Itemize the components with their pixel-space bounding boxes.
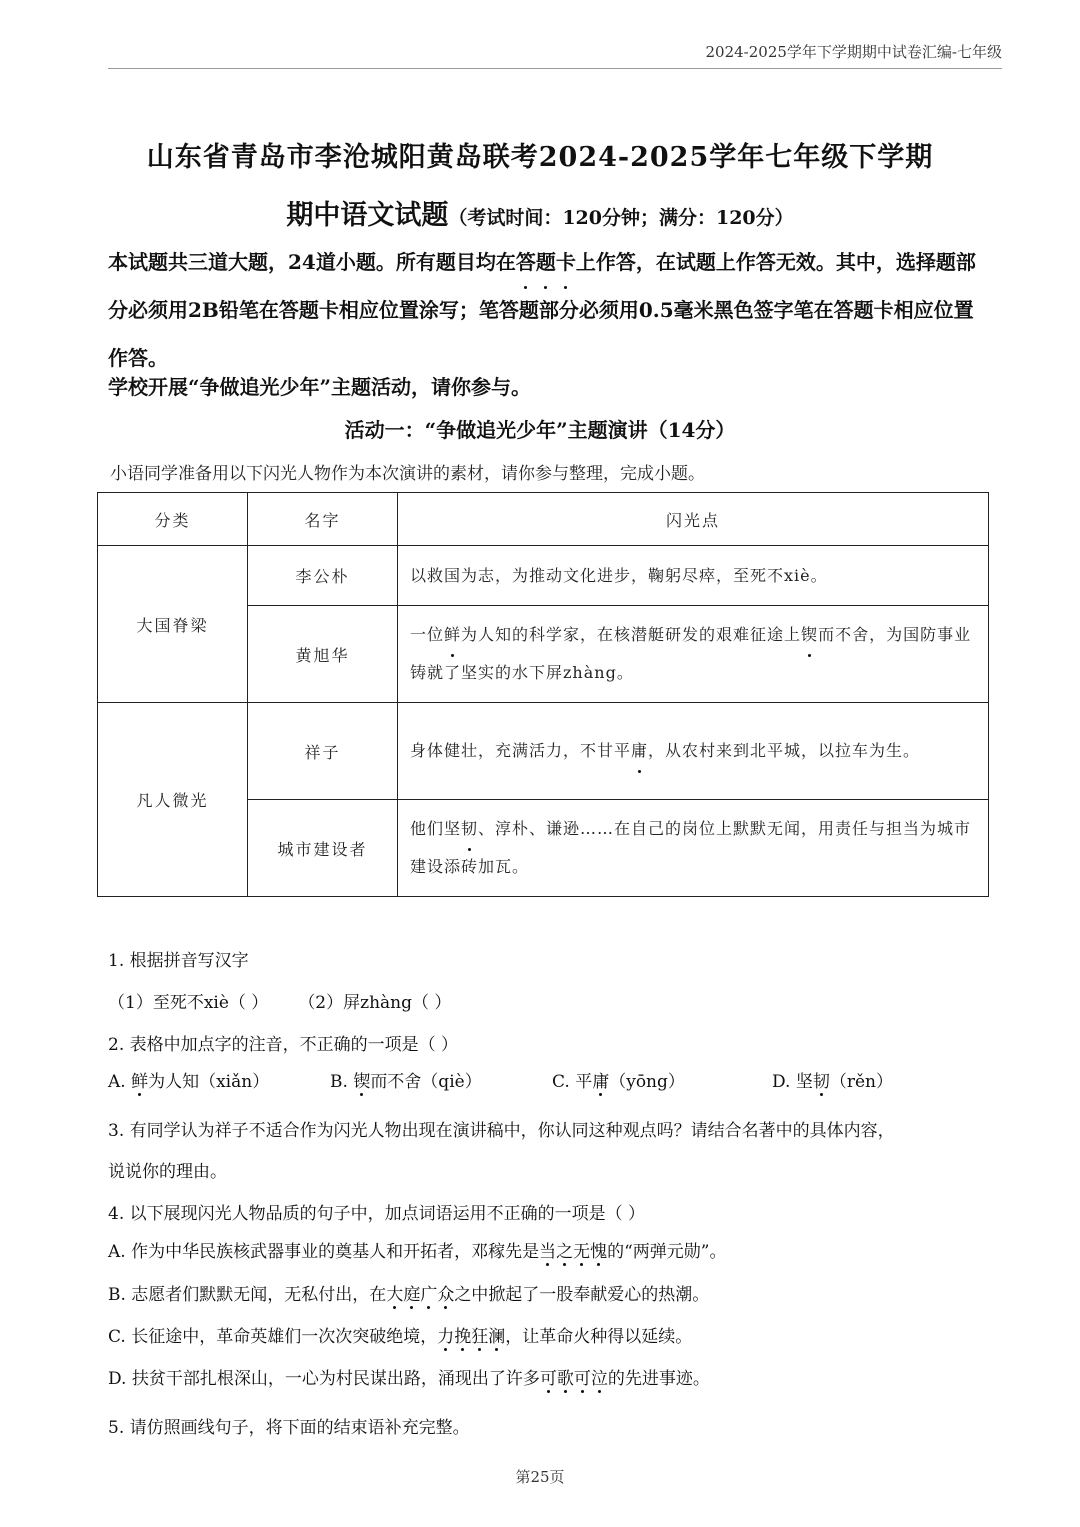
emphasis-char: 大	[386, 1285, 404, 1305]
question-4-option-c	[108, 1326, 993, 1348]
question-4-option-a	[108, 1241, 993, 1263]
table-header-category: 分类	[98, 493, 248, 546]
option-pre: A. 作为中华民族核武器事业的奠基人和开拓者，邓稼先是	[108, 1242, 540, 1262]
question-1-stem: 1. 根据拼音写汉字	[108, 951, 249, 971]
emphasis-char: 当	[539, 1242, 557, 1262]
option-d-post: （rěn）	[829, 1072, 893, 1092]
instructions-text-a: 本试题共三道大题，24道小题。所有题目均在	[108, 250, 516, 274]
option-post: ，让革命火种得以延续。	[505, 1327, 693, 1347]
option-pre: C. 长征途中，革命英雄们一次次突破绝境，	[108, 1327, 438, 1347]
cell-text-part: 为人知的科学家，在核潜艇研发的艰难征途上	[461, 625, 802, 644]
question-4-option-b	[108, 1284, 993, 1306]
table-header-row	[98, 493, 989, 546]
question-2-stem: 2. 表格中加点字的注音，不正确的一项是（ ）	[108, 1035, 459, 1055]
question-3-line-2: 说说你的理由。	[108, 1162, 227, 1182]
emphasis-char: 挽	[454, 1327, 472, 1347]
option-b-pre: B.	[330, 1072, 354, 1092]
activity-title: 活动一：“争做追光少年”主题演讲（14分）	[344, 418, 736, 442]
page-header: 2024-2025学年下学期期中试卷汇编-七年级	[108, 38, 1002, 69]
emphasis-char: 卡	[556, 238, 576, 286]
cell-text-part: ，从农村来到北平城，以拉车为生。	[648, 741, 921, 760]
people-table	[97, 492, 989, 897]
emphasis-char: 锲	[353, 1072, 371, 1092]
option-c-pre: C. 平	[552, 1072, 593, 1092]
emphasis-char: 力	[437, 1327, 455, 1347]
activity-note: 小语同学准备用以下闪光人物作为本次演讲的素材，请你参与整理，完成小题。	[110, 464, 705, 484]
page-number: 第25页	[515, 1468, 565, 1486]
table-header-name: 名字	[248, 493, 398, 546]
emphasis-char: 之	[556, 1242, 574, 1262]
emphasis-char: 题	[536, 238, 556, 286]
question-4-option-d	[108, 1368, 993, 1390]
activity-intro: 学校开展“争做追光少年”主题活动，请你参与。	[108, 375, 532, 399]
table-cell-text	[398, 703, 989, 800]
option-b	[330, 1071, 552, 1093]
option-pre: B. 志愿者们默默无闻，无私付出，在	[108, 1285, 387, 1305]
table-group: 凡人微光	[98, 703, 248, 897]
cell-text-part: 而不舍，为国防事业铸就了坚实的水下屏zhàng。	[410, 625, 972, 682]
emphasis-char: 愧	[590, 1242, 608, 1262]
option-b-post: 而不舍（qiè）	[370, 1072, 482, 1092]
question-4-stem: 4. 以下展现闪光人物品质的句子中，加点词语运用不正确的一项是（ ）	[108, 1204, 646, 1224]
cell-text-part: 他们坚	[410, 819, 462, 838]
emphasis-char: 澜	[488, 1327, 506, 1347]
table-row	[98, 546, 989, 606]
cell-text-part: 一位	[410, 625, 445, 644]
question-2-options	[108, 1071, 993, 1093]
instructions	[108, 238, 993, 382]
table-cell-name: 祥子	[248, 703, 398, 800]
table-cell-name: 城市建设者	[248, 800, 398, 897]
emphasis-char: 庸	[631, 732, 648, 770]
option-post: 之中掀起了一股奉献爱心的热潮。	[454, 1285, 710, 1305]
option-a-pre: A.	[108, 1072, 132, 1092]
table-header-highlight: 闪光点	[398, 493, 989, 546]
cell-text-part: 身体健壮，充满活力，不甘平	[410, 741, 632, 760]
emphasis-char: 无	[573, 1242, 591, 1262]
emphasis-char: 可	[573, 1369, 591, 1389]
exam-meta: （考试时间：120分钟；满分：120分）	[448, 207, 794, 229]
option-post: 的“两弹元勋”。	[607, 1242, 727, 1262]
emphasis-char: 庸	[592, 1072, 610, 1092]
emphasis-char: 狂	[471, 1327, 489, 1347]
table-row	[98, 703, 989, 800]
question-1-blanks	[108, 992, 993, 1014]
emphasis-char: 众	[437, 1285, 455, 1305]
question-1-blank-1: （1）至死不xiè（ ）	[108, 993, 269, 1013]
option-post: 的先进事迹。	[607, 1369, 710, 1389]
exam-subtitle-main: 期中语文试题	[286, 200, 449, 231]
cell-text-part: 、淳朴、谦逊……在自己的岗位上默默无闻，用责任与担当为城市建设添砖加瓦。	[410, 819, 972, 876]
question-5-stem: 5. 请仿照画线句子，将下面的结束语补充完整。	[108, 1418, 470, 1438]
table-group: 大国脊梁	[98, 546, 248, 703]
exam-subtitle	[0, 193, 1080, 232]
emphasis-char: 庭	[403, 1285, 421, 1305]
emphasis-char: 广	[420, 1285, 438, 1305]
emphasis-char: 鲜	[444, 616, 461, 654]
table-cell-text	[398, 800, 989, 897]
emphasis-char: 泣	[590, 1369, 608, 1389]
emphasis-char: 韧	[461, 810, 478, 848]
emphasis-char: 鲜	[131, 1072, 149, 1092]
instructions-text-b: 上作答，在试题上作答无效。其中，选择题部分必须用2B铅笔在答题卡相应位置涂写；笔答题部分必须用0.5毫米黑色签字笔在答题卡相应位置作答。	[108, 250, 976, 370]
exam-title: 山东省青岛市李沧城阳黄岛联考2024-2025学年七年级下学期	[146, 142, 934, 173]
question-3-line-1: 3. 有同学认为祥子不适合作为闪光人物出现在演讲稿中，你认同这种观点吗？请结合名著中的具体内容，	[108, 1121, 895, 1141]
emphasis-char: 韧	[812, 1072, 830, 1092]
table-cell-name: 李公朴	[248, 546, 398, 606]
option-c	[552, 1071, 772, 1093]
table-cell-text	[398, 606, 989, 703]
option-pre: D. 扶贫干部扎根深山，一心为村民谋出路，涌现出了许多	[108, 1369, 540, 1389]
emphasis-char: 答	[516, 238, 536, 286]
question-1-blank-2: （2）屏zhàng（ ）	[298, 993, 452, 1013]
table-cell-name: 黄旭华	[248, 606, 398, 703]
option-a	[108, 1071, 330, 1093]
emphasis-char: 锲	[801, 616, 818, 654]
table-cell-text: 以救国为志，为推动文化进步，鞠躬尽瘁，至死不xiè。	[398, 546, 989, 606]
emphasis-char: 歌	[556, 1369, 574, 1389]
option-c-post: （yōng）	[609, 1072, 685, 1092]
option-d-pre: D. 坚	[772, 1072, 813, 1092]
option-a-post: 为人知（xiǎn）	[148, 1072, 270, 1092]
option-d	[772, 1071, 893, 1093]
emphasis-char: 可	[539, 1369, 557, 1389]
